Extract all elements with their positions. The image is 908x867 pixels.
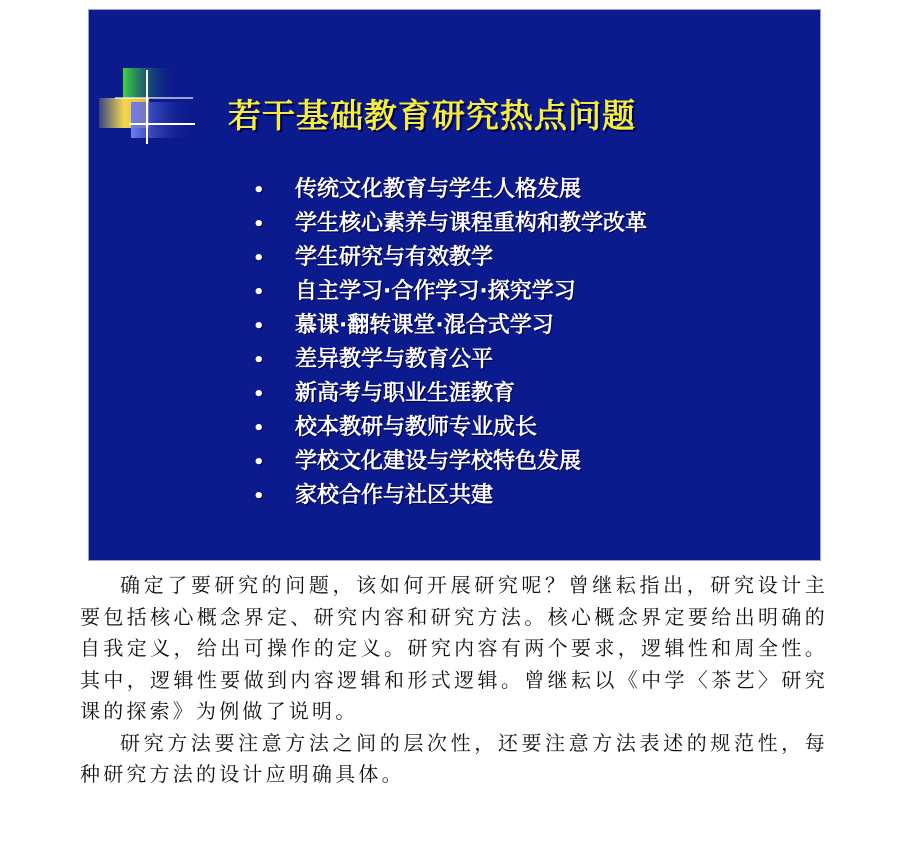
presentation-slide	[88, 9, 821, 561]
topic-label: 慕课·翻转课堂·混合式学习	[295, 313, 554, 338]
body-paragraph: 确定了要研究的问题，该如何开展研究呢？曾继耘指出，研究设计主要包括核心概念界定、研究内容和研究方法。核心概念界定要给出明确的自我定义，给出可操作的定义。研究内容有两个要求，逻辑性和周全性。其中，逻辑性要做到内容逻辑和形式逻辑。曾继耘以《中学〈茶艺〉研究课的探索》为例做了说明。	[80, 573, 828, 723]
bullet-icon: •	[253, 384, 265, 405]
bullet-icon: •	[253, 486, 265, 507]
topic-label: 新高考与职业生涯教育	[295, 381, 516, 406]
list-item	[253, 377, 647, 411]
topic-label: 学校文化建设与学校特色发展	[295, 449, 582, 474]
topic-label: 学生核心素养与课程重构和教学改革	[295, 211, 648, 236]
bullet-icon: •	[253, 452, 265, 473]
list-item	[253, 479, 647, 513]
bullet-icon: •	[253, 248, 265, 269]
bullet-icon: •	[253, 214, 265, 235]
bullet-icon: •	[253, 418, 265, 439]
bullet-icon: •	[253, 180, 265, 201]
bullet-icon: •	[253, 350, 265, 371]
article-body	[80, 570, 828, 791]
topic-list	[253, 173, 647, 513]
colored-blocks-logo-icon	[99, 68, 195, 146]
bullet-icon: •	[253, 282, 265, 303]
list-item	[253, 275, 647, 309]
list-item	[253, 445, 647, 479]
topic-label: 学生研究与有效教学	[295, 245, 494, 270]
topic-label: 校本教研与教师专业成长	[295, 415, 538, 440]
topic-label: 自主学习·合作学习·探究学习	[295, 279, 576, 304]
list-item	[253, 309, 647, 343]
list-item	[253, 411, 647, 445]
list-item	[253, 343, 647, 377]
list-item	[253, 207, 647, 241]
topic-label: 家校合作与社区共建	[295, 483, 494, 508]
slide-title: 若干基础教育研究热点问题	[228, 96, 636, 135]
list-item	[253, 173, 647, 207]
list-item	[253, 241, 647, 275]
body-paragraph: 研究方法要注意方法之间的层次性，还要注意方法表述的规范性，每种研究方法的设计应明确具体。	[80, 730, 828, 786]
bullet-icon: •	[253, 316, 265, 337]
topic-label: 差异教学与教育公平	[295, 347, 494, 372]
topic-label: 传统文化教育与学生人格发展	[295, 177, 582, 202]
